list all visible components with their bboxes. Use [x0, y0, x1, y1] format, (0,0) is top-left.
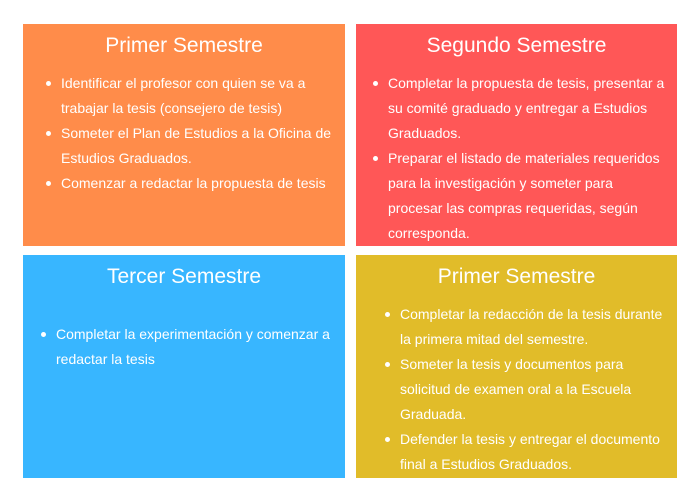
task-item: Defender la tesis y entregar el documento final a Estudios Graduados.	[378, 427, 665, 477]
panel-title: Tercer Semestre	[106, 265, 262, 288]
task-list	[378, 302, 665, 477]
task-list	[366, 71, 671, 271]
panel-primer-semestre-1	[23, 24, 345, 246]
panel-tercer-semestre	[23, 255, 345, 478]
panel-primer-semestre-2	[356, 255, 677, 478]
panel-title: Primer Semestre	[437, 265, 596, 288]
panel-title: Primer Semestre	[105, 34, 263, 57]
task-item: Completar la propuesta de tesis, presentar a su comité graduado y entregar a Estudios Graduados.	[366, 71, 671, 146]
task-item: Comenzar a redactar la propuesta de tesis	[39, 171, 333, 196]
panel-segundo-semestre	[356, 24, 677, 246]
task-list	[34, 322, 333, 372]
task-item: Preparar el listado de materiales requeridos para la investigación y someter para procesar las compras requeridas, según corresponda.	[366, 146, 671, 246]
panel-title: Segundo Semestre	[426, 34, 607, 57]
task-list	[39, 71, 333, 196]
task-item: Completar la experimentación y comenzar a redactar la tesis	[34, 322, 333, 372]
task-item: Someter el Plan de Estudios a la Oficina de Estudios Graduados.	[39, 121, 333, 171]
task-item: Identificar el profesor con quien se va a trabajar la tesis (consejero de tesis)	[39, 71, 333, 121]
task-item: Someter la tesis y documentos para solicitud de examen oral a la Escuela Graduada.	[378, 352, 665, 427]
task-item: Completar la redacción de la tesis durante la primera mitad del semestre.	[378, 302, 665, 352]
